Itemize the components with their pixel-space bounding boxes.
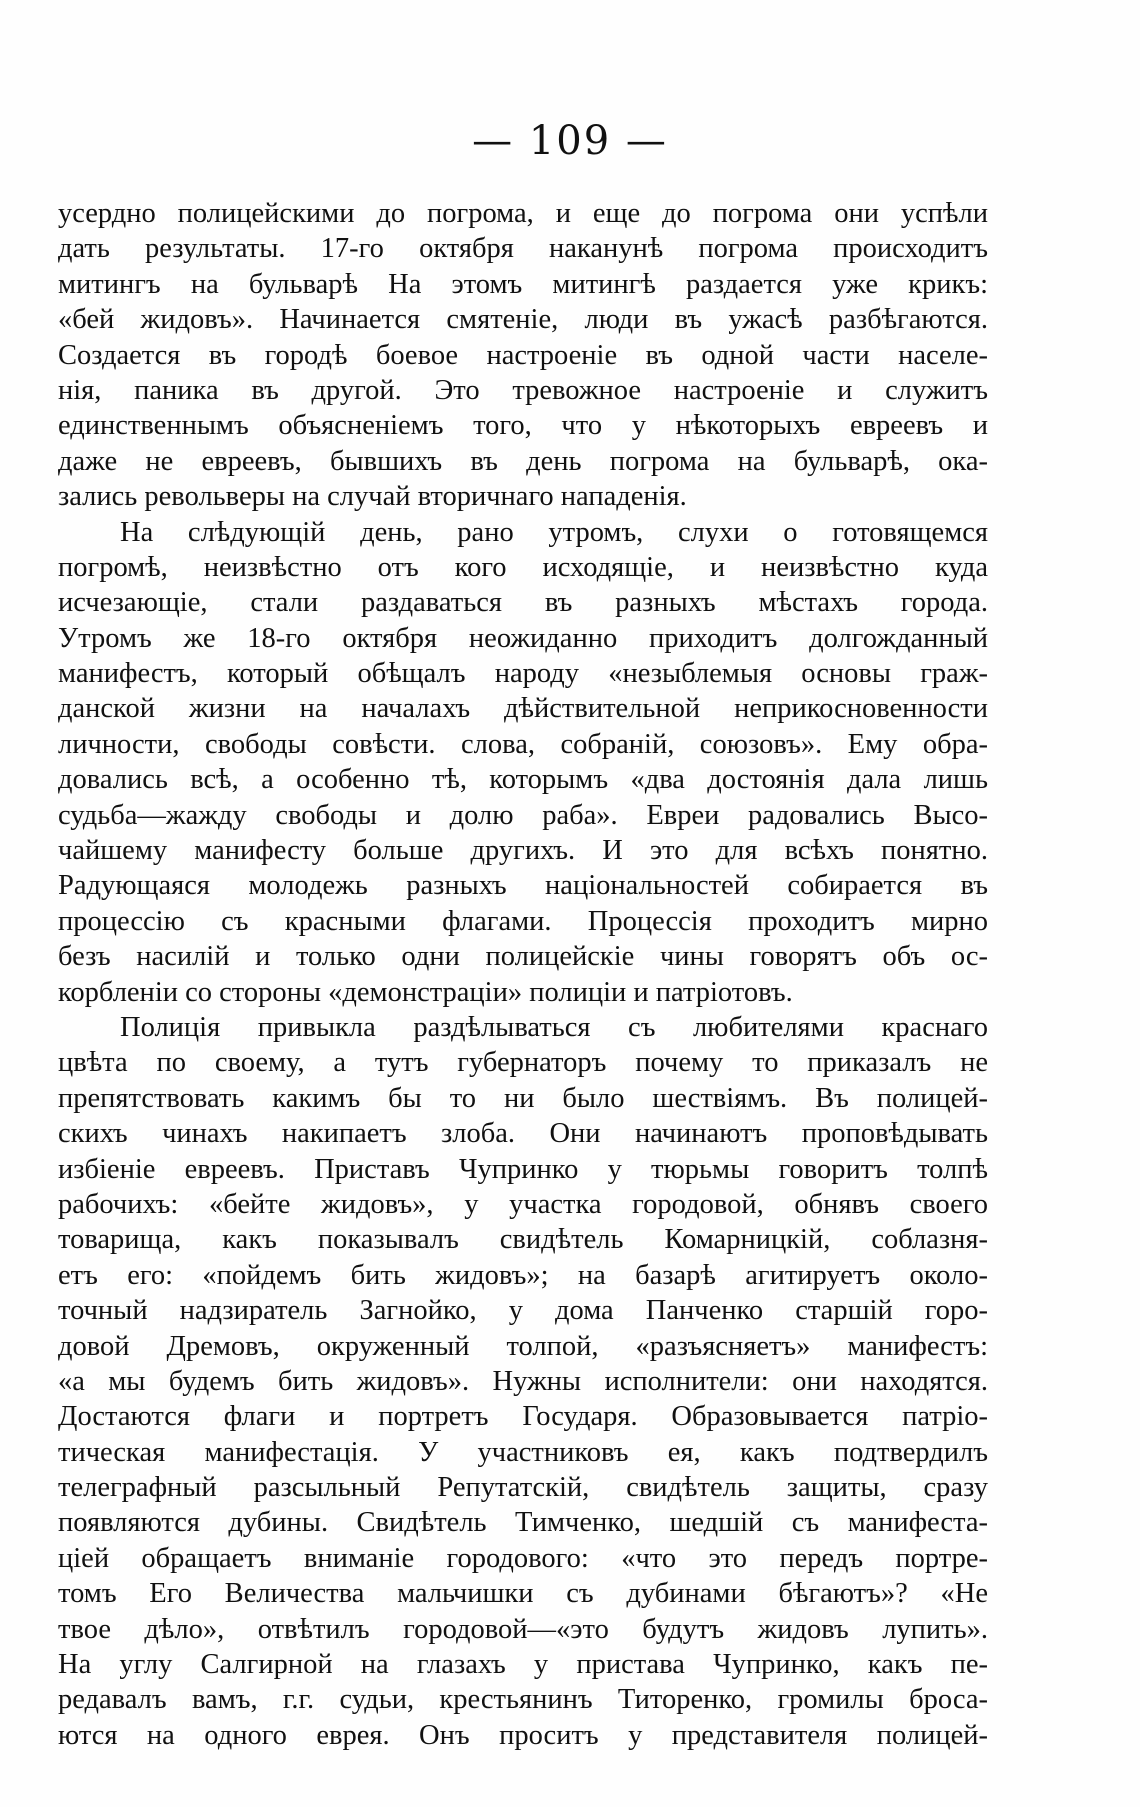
text-line: довались всѣ, а особенно тѣ, которымъ «два достоянія дала лишь <box>58 764 988 796</box>
text-line: редавалъ вамъ, г.г. судьи, крестьянинъ Титоренко, громилы броса- <box>58 1684 988 1716</box>
text-line: На углу Салгирной на глазахъ у пристава Чупринко, какъ пе- <box>58 1649 988 1681</box>
text-line: точный надзиратель Загнойко, у дома Панченко старшій горо- <box>58 1295 988 1327</box>
text-line: чайшему манифесту больше другихъ. И это для всѣхъ понятно. <box>58 835 988 867</box>
text-line: исчезающіе, стали раздаваться въ разныхъ мѣстахъ города. <box>58 587 988 619</box>
text-line: «бей жидовъ». Начинается смятеніе, люди въ ужасѣ разбѣгаются. <box>58 304 988 336</box>
text-line: рабочихъ: «бейте жидовъ», у участка городовой, обнявъ своего <box>58 1188 988 1220</box>
text-line: появляются дубины. Свидѣтель Тимченко, шедшій съ манифеста- <box>58 1507 988 1539</box>
text-line: личности, свободы совѣсти. слова, собраній, союзовъ». Ему обра- <box>58 728 988 760</box>
text-line: даже не евреевъ, бывшихъ въ день погрома на бульварѣ, ока- <box>58 445 988 477</box>
paragraph-1 <box>58 196 988 515</box>
text-line: томъ Его Величества мальчишки съ дубинами бѣгаютъ»? «Не <box>58 1578 988 1610</box>
text-line: довой Дремовъ, окруженный толпой, «разъясняетъ» манифестъ: <box>58 1330 988 1362</box>
text-line: усердно полицейскими до погрома, и еще до погрома они успѣли <box>58 198 988 229</box>
text-line: Радующаяся молодежь разныхъ національностей собирается въ <box>58 870 988 902</box>
text-line: Утромъ же 18-го октября неожиданно приходитъ долгожданный <box>58 622 988 654</box>
paragraph-2 <box>58 515 988 1010</box>
text-line: ціей обращаетъ вниманіе городового: «что это передъ портре- <box>58 1542 988 1574</box>
text-line: скихъ чинахъ накипаетъ злоба. Они начинаютъ проповѣдывать <box>58 1118 988 1150</box>
text-line: препятствовать какимъ бы то ни было шествіямъ. Въ полицей- <box>58 1082 988 1114</box>
text-line: манифестъ, который обѣщалъ народу «незыблемыя основы граж- <box>58 658 988 690</box>
text-line: твое дѣло», отвѣтилъ городовой—«это будутъ жидовъ лупить». <box>58 1613 988 1645</box>
text-line: дать результаты. 17-го октября наканунѣ погрома происходитъ <box>58 233 988 265</box>
text-line: погромѣ, неизвѣстно отъ кого исходящіе, и неизвѣстно куда <box>58 551 988 583</box>
text-line: етъ его: «пойдемъ бить жидовъ»; на базарѣ агитируетъ околo- <box>58 1259 988 1291</box>
text-line: данской жизни на началахъ дѣйствительной неприкосновенности <box>58 693 988 725</box>
text-line: митингъ на бульварѣ На этомъ митингѣ раздается уже крикъ: <box>58 268 988 300</box>
page-number: — 109 — <box>472 118 668 164</box>
text-line: Создается въ городѣ боевое настроеніе въ одной части населе- <box>58 339 988 371</box>
text-line: цвѣта по своему, а тутъ губернаторъ почему то приказалъ не <box>58 1047 988 1079</box>
text-line: Полиція привыкла раздѣлываться съ любителями краснаго <box>120 1011 988 1043</box>
text-line: нія, паника въ другой. Это тревожное настроеніе и служитъ <box>58 374 988 406</box>
text-line: корбленіи со стороны «демонстраціи» полиціи и патріотовъ. <box>58 976 793 1008</box>
text-line: избіеніе евреевъ. Приставъ Чупринко у тюрьмы говоритъ толпѣ <box>58 1153 988 1185</box>
text-line: На слѣдующій день, рано утромъ, слухи о готовящемся <box>120 516 988 548</box>
text-line: Достаются флаги и портретъ Государя. Образовывается патріо- <box>58 1401 988 1433</box>
text-line: телеграфный разсыльный Репутатскій, свидѣтель защиты, сразу <box>58 1472 988 1504</box>
text-line: единственнымъ объясненіемъ того, что у нѣкоторыхъ евреевъ и <box>58 410 988 442</box>
text-line: «а мы будемъ бить жидовъ». Нужны исполнители: они находятся. <box>58 1365 988 1397</box>
text-line: тическая манифестація. У участниковъ ея, какъ подтвердилъ <box>58 1436 988 1468</box>
text-line: товарища, какъ показывалъ свидѣтель Комарницкій, соблазня- <box>58 1224 988 1256</box>
text-line: безъ насилій и только одни полицейскіе чины говорятъ объ ос- <box>58 941 988 973</box>
body-text <box>58 196 988 1753</box>
text-line: судьба—жажду свободы и долю раба». Евреи радовались Высо- <box>58 799 988 831</box>
text-line: ются на одного еврея. Онъ проситъ у представителя полицей- <box>58 1719 988 1751</box>
text-line: зались револьверы на случай вторичнаго нападенія. <box>58 481 687 513</box>
paragraph-3 <box>58 1010 988 1753</box>
text-line: процессію съ красными флагами. Процессія проходитъ мирно <box>58 905 988 937</box>
